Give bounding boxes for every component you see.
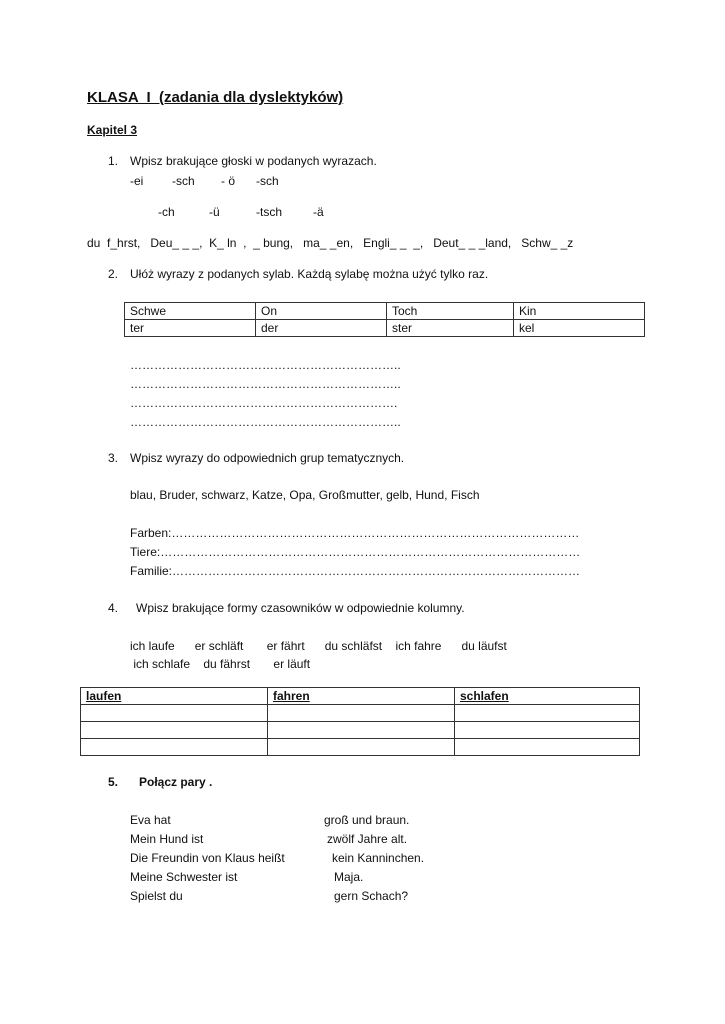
task-5-instruction: Połącz pary . xyxy=(139,775,213,789)
group-line-family[interactable]: Familie:………………………………………………………………………………………… xyxy=(130,564,581,578)
column-header-fahren: fahren xyxy=(268,688,455,705)
answer-cell[interactable] xyxy=(268,722,455,739)
pair-right[interactable]: kein Kanninchen. xyxy=(332,851,425,865)
syllable-cell: ster xyxy=(387,320,514,337)
task-1-instruction: Wpisz brakujące głoski w podanych wyrazach. xyxy=(130,154,377,168)
task-3-instruction: Wpisz wyrazy do odpowiednich grup tematycznych. xyxy=(130,451,405,465)
syllable-cell: Schwe xyxy=(125,303,256,320)
pair-right[interactable]: gern Schach? xyxy=(334,889,409,903)
pair-right[interactable]: groß und braun. xyxy=(324,813,410,827)
task-2-number: 2. xyxy=(108,267,119,281)
task-1-letter: -tsch xyxy=(256,205,283,219)
table-header-row xyxy=(81,688,640,705)
answer-line[interactable]: …………………………………………………………. xyxy=(130,396,398,410)
table-row xyxy=(81,722,640,739)
page-title: KLASA I (zadania dla dyslektyków) xyxy=(87,89,344,106)
verb-forms-row: ich schlafe du fährst er läuft xyxy=(130,657,311,671)
task-3-words: blau, Bruder, schwarz, Katze, Opa, Großmutter, gelb, Hund, Fisch xyxy=(130,488,480,502)
table-row xyxy=(125,303,645,320)
answer-cell[interactable] xyxy=(268,739,455,756)
pair-left[interactable]: Spielst du xyxy=(130,889,183,903)
group-line-colors[interactable]: Farben:………………………………………………………………………………………… xyxy=(130,526,580,540)
chapter-heading: Kapitel 3 xyxy=(87,123,138,137)
answer-cell[interactable] xyxy=(455,722,640,739)
task-1-letter: - ö xyxy=(221,174,236,188)
pair-left[interactable]: Eva hat xyxy=(130,813,171,827)
task-1-letter: -ü xyxy=(209,205,220,219)
pair-right[interactable]: zwölf Jahre alt. xyxy=(327,832,408,846)
syllable-cell: On xyxy=(256,303,387,320)
task-5-number: 5. xyxy=(108,775,119,789)
task-1-words: du f_hrst, Deu_ _ _, K_ ln , _ bung, ma_ _en, Engli_ _ _, Deut_ _ _land, Schw_ _z xyxy=(87,236,574,250)
pair-right[interactable]: Maja. xyxy=(334,870,364,884)
answer-line[interactable]: ………………………………………………………….. xyxy=(130,358,401,372)
task-1-letter: -sch xyxy=(256,174,279,188)
task-3-number: 3. xyxy=(108,451,119,465)
syllable-cell: ter xyxy=(125,320,256,337)
answer-cell[interactable] xyxy=(455,739,640,756)
pair-left[interactable]: Die Freundin von Klaus heißt xyxy=(130,851,285,865)
task-1-number: 1. xyxy=(108,154,119,168)
answer-cell[interactable] xyxy=(268,705,455,722)
syllable-cell: der xyxy=(256,320,387,337)
answer-cell[interactable] xyxy=(81,705,268,722)
answer-cell[interactable] xyxy=(81,739,268,756)
table-row xyxy=(81,705,640,722)
task-1-letter: -sch xyxy=(172,174,195,188)
table-row xyxy=(81,739,640,756)
task-1-letter: -ä xyxy=(313,205,324,219)
answer-cell[interactable] xyxy=(455,705,640,722)
task-1-letter: -ei xyxy=(130,174,144,188)
task-4-number: 4. xyxy=(108,601,119,615)
task-2-instruction: Ułóż wyrazy z podanych sylab. Każdą sylabę można użyć tylko raz. xyxy=(130,267,489,281)
pair-left[interactable]: Mein Hund ist xyxy=(130,832,204,846)
answer-cell[interactable] xyxy=(81,722,268,739)
syllable-cell: Toch xyxy=(387,303,514,320)
table-row xyxy=(125,320,645,337)
syllable-table xyxy=(124,302,645,337)
syllable-cell: kel xyxy=(514,320,645,337)
answer-line[interactable]: ………………………………………………………….. xyxy=(130,415,401,429)
task-1-letter: -ch xyxy=(158,205,175,219)
column-header-schlafen: schlafen xyxy=(455,688,640,705)
pair-left[interactable]: Meine Schwester ist xyxy=(130,870,238,884)
verb-forms-row: ich laufe er schläft er fährt du schläfst ich fahre du läufst xyxy=(130,639,507,653)
syllable-cell: Kin xyxy=(514,303,645,320)
group-line-animals[interactable]: Tiere:…………………………………………………………………………………………… xyxy=(130,545,581,559)
column-header-laufen: laufen xyxy=(81,688,268,705)
task-4-instruction: Wpisz brakujące formy czasowników w odpowiednie kolumny. xyxy=(136,601,465,615)
verb-table xyxy=(80,687,640,756)
answer-line[interactable]: ………………………………………………………….. xyxy=(130,377,401,391)
